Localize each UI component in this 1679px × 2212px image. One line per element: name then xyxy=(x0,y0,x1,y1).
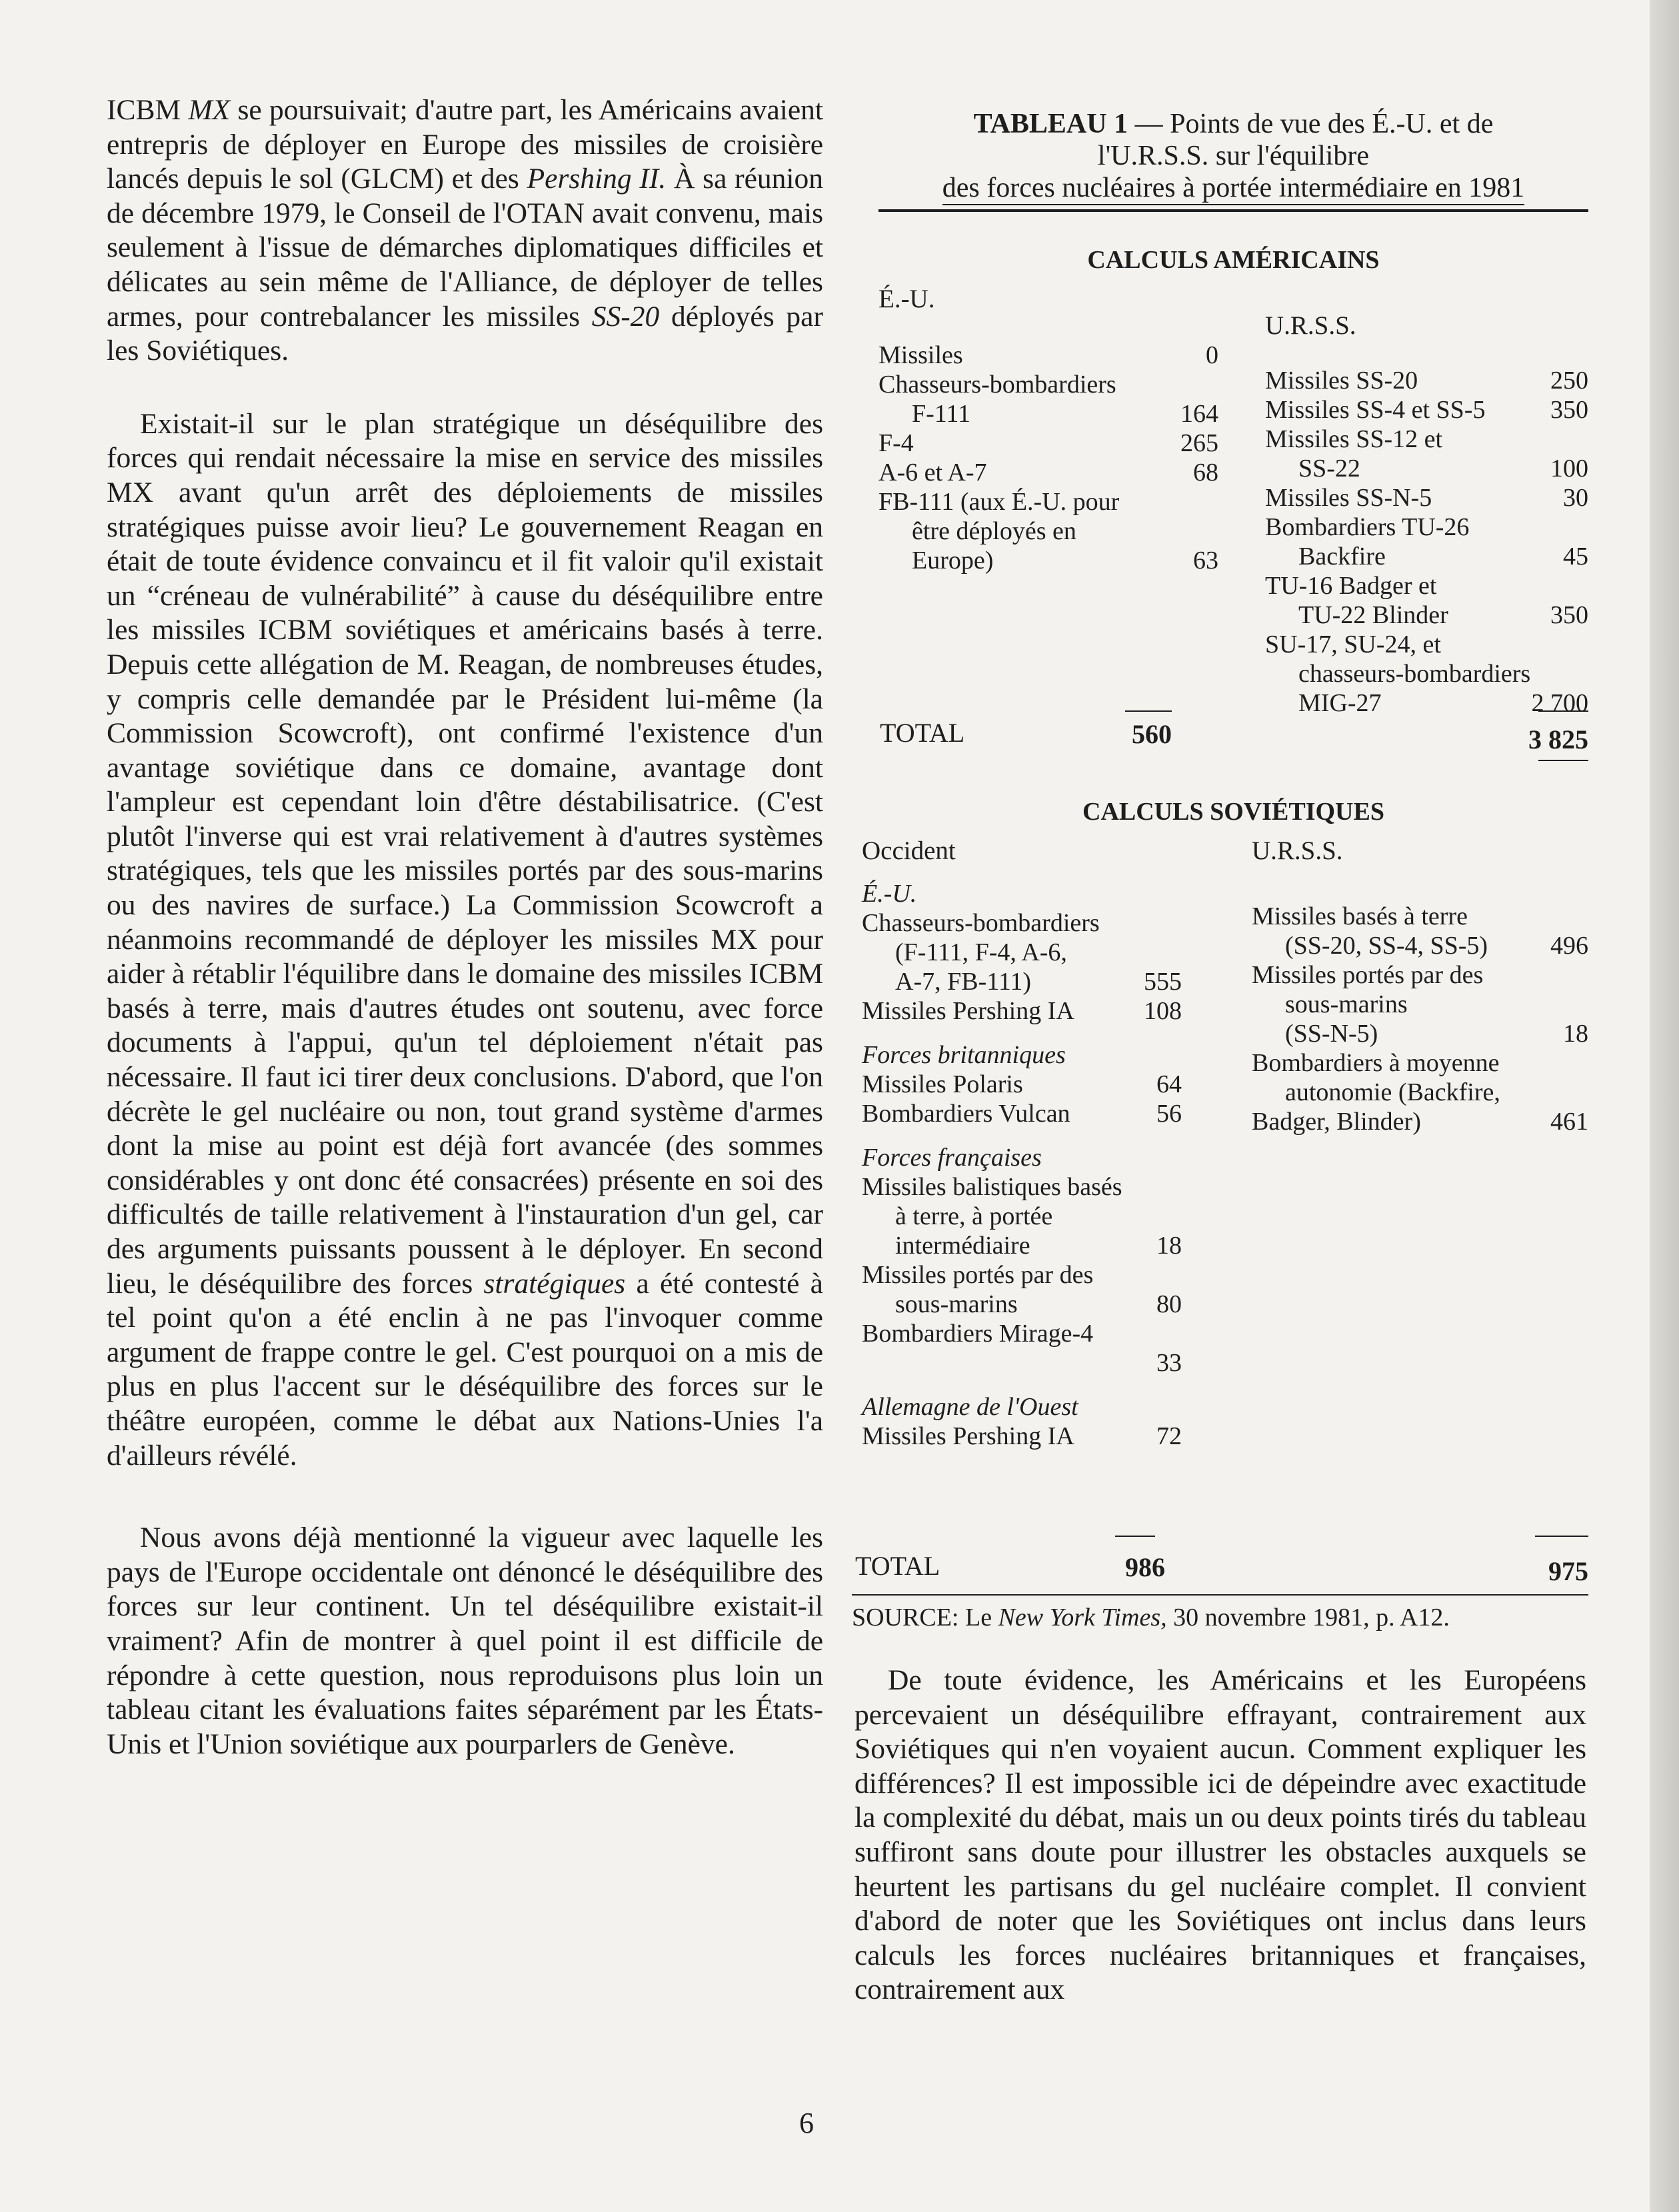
text-run-italic: SS-20 xyxy=(591,300,660,333)
row-label: Bombardiers TU-26 xyxy=(1265,513,1470,541)
text-run: se poursuivait; d'autre part, les Américains avaient entrepris de déployer en Europe des missiles de croisière lancés depuis le sol (GLCM) et des xyxy=(107,94,823,195)
row-value: 18 xyxy=(1563,1020,1588,1048)
total-underline-right xyxy=(1538,760,1588,761)
row-value: 496 xyxy=(1550,932,1588,960)
row-label: autonomie (Backfire, xyxy=(1285,1078,1500,1106)
text-run: déployés par les Soviétiques. xyxy=(107,300,823,367)
row-label: F-111 xyxy=(912,400,970,428)
row-label: Missiles portés par des xyxy=(1252,961,1484,989)
column-head: É.-U. xyxy=(878,285,935,313)
table-row xyxy=(862,1348,1182,1378)
row-label: sous-marins xyxy=(1285,990,1408,1018)
soviet-left-column xyxy=(862,836,1182,1451)
row-label: Missiles basés à terre xyxy=(1252,902,1468,930)
row-label: A-7, FB-111) xyxy=(895,968,1032,996)
caption-rule xyxy=(878,209,1588,212)
text-run: À sa réunion de décembre 1979, le Conseil de l'OTAN avait convenu, mais seulement à l'issue de démarches diplomatiques difficiles et délicates au sein même de l'Alliance, de déployer de telles armes, pour contrebalancer les missiles xyxy=(107,163,824,333)
soviet-right-column xyxy=(1252,836,1588,1136)
group-title: Forces françaises xyxy=(862,1144,1042,1172)
row-label: (SS-20, SS-4, SS-5) xyxy=(1285,932,1488,960)
american-grid xyxy=(878,284,1588,717)
row-label: Missiles SS-4 et SS-5 xyxy=(1265,396,1486,424)
text-run: Existait-il sur le plan stratégique un déséquilibre des forces qui rendait nécessaire la mise en service des missiles MX avant qu'un arrêt des déploiements de missiles stratégiques puisse avoir lieu? Le gouvernement Reagan en était de toute évidence convaincu et il fit valoir qu'il existait un “créneau de vulnérabilité” à cause du déséquilibre entre les missiles ICBM soviétiques et américains basés à terre. Depuis cette allégation de M. Reagan, de nombreuses études, y compris celle demandée par le Président lui-même (la Commission Scowcroft), ont confirmé l'existence d'un avantage soviétique dans ce domaine, avantage dont l'ampleur est cependant loin d'être déstabilisatrice. (C'est plutôt l'inverse qui est vrai relativement à d'autres systèmes stratégiques, tels que les missiles portés par des sous-marins ou des navires de surface.) La Commission Scowcroft a néanmoins recommandé de déployer les missiles MX pour aider à rétablir l'équilibre dans le domaine des missiles ICBM basés à terre, mais d'autres études ont soutenu, avec force documents à l'appui, qu'un tel déploiement n'était pas nécessaire. Il faut ici tirer deux conclusions. D'abord, que l'on décrète le gel nucléaire ou non, tout grand système d'armes dont la mise au point est déjà fort avancée (des sommes considérables y ont donc été consacrées) présente en soi des difficultés de taille relativement à l'instauration d'un gel, car des arguments puissants poussent à le déployer. En second lieu, le déséquilibre des forces xyxy=(107,407,823,1300)
table-row xyxy=(878,429,1218,458)
table-row xyxy=(878,546,1218,575)
american-right-column xyxy=(1265,311,1588,718)
row-label: FB-111 (aux É.-U. pour xyxy=(878,488,1120,516)
row-label: Missiles Polaris xyxy=(862,1070,1023,1098)
table-row xyxy=(862,1231,1182,1260)
table-row xyxy=(1252,902,1588,931)
group-title: É.-U. xyxy=(862,880,917,908)
row-label: Badger, Blinder) xyxy=(1252,1108,1421,1136)
american-section-title: CALCULS AMÉRICAINS xyxy=(1087,246,1380,274)
table-row xyxy=(862,1172,1182,1202)
row-label: Bombardiers à moyenne xyxy=(1252,1049,1500,1077)
text-run-italic: stratégiques xyxy=(483,1267,626,1300)
row-label: chasseurs-bombardiers xyxy=(1298,660,1531,688)
right-paragraph xyxy=(854,1663,1586,2007)
paragraph-2 xyxy=(107,407,823,1473)
group-title: Allemagne de l'Ouest xyxy=(862,1393,1078,1421)
american-total xyxy=(878,710,1588,784)
total-left-value: 560 xyxy=(1132,719,1172,749)
total-label: TOTAL xyxy=(880,718,965,748)
table-row xyxy=(862,1202,1182,1231)
row-label: SU-17, SU-24, et xyxy=(1265,630,1441,658)
paragraph-1 xyxy=(107,93,823,369)
page-edge-shadow xyxy=(1650,0,1679,2212)
soviet-grid xyxy=(862,836,1588,1536)
table-row xyxy=(862,938,1182,967)
row-label: SS-22 xyxy=(1298,455,1360,483)
row-value: 80 xyxy=(1156,1290,1182,1318)
table-row xyxy=(878,487,1218,517)
table-row xyxy=(878,370,1218,399)
american-left-column xyxy=(878,284,1218,575)
paragraph-4: De toute évidence, les Américains et les Européens percevaient un déséquilibre effrayant, contrairement aux Soviétiques qui n'en voyaient aucun. Comment expliquer les différences? Il est impossible ici de dépeindre avec exactitude la complexité du débat, mais un ou deux points tirés du tableau suffiront sans doute pour illustrer les obstacles auxquels se heurtent les partisans du gel nucléaire complet. Il convient d'abord de noter que les Soviétiques ont inclus dans leurs calculs les forces nucléaires britanniques et françaises, contrairement aux xyxy=(854,1664,1586,2006)
table-row xyxy=(862,1422,1182,1451)
row-value: 350 xyxy=(1550,601,1588,629)
table-bottom-rule xyxy=(852,1594,1588,1596)
row-label: Missiles Pershing IA xyxy=(862,1422,1074,1450)
table-row xyxy=(1265,454,1588,483)
table-row xyxy=(862,1260,1182,1290)
row-value: 350 xyxy=(1550,396,1588,424)
table-row xyxy=(862,1070,1182,1099)
table-row xyxy=(878,458,1218,487)
table-row xyxy=(1265,395,1588,425)
total-rule-left xyxy=(1115,1536,1155,1537)
row-value: 18 xyxy=(1156,1232,1182,1260)
row-label: Missiles portés par des xyxy=(862,1261,1094,1289)
table-row xyxy=(1265,483,1588,513)
caption-line-3: des forces nucléaires à portée intermédiaire en 1981 xyxy=(942,172,1524,205)
soviet-section-title: CALCULS SOVIÉTIQUES xyxy=(1082,798,1384,826)
row-label: Europe) xyxy=(912,547,994,574)
text-run-italic: MX xyxy=(188,94,231,126)
row-label: F-4 xyxy=(878,429,914,457)
row-value: 72 xyxy=(1156,1422,1182,1450)
table-row xyxy=(1265,600,1588,630)
table-row xyxy=(1265,513,1588,542)
table-row xyxy=(1265,425,1588,454)
table-1 xyxy=(852,108,1588,1632)
total-label: TOTAL xyxy=(855,1551,940,1581)
table-row xyxy=(1252,1107,1588,1136)
paragraph-3: Nous avons déjà mentionné la vigueur avec laquelle les pays de l'Europe occidentale ont dénoncé le déséquilibre des forces sur leur continent. Un tel déséquilibre existait-il vraiment? Afin de montrer à quel point il est difficile de répondre à cette question, nous reproduisons plus loin un tableau citant les évaluations faites séparément par les États-Unis et l'Union soviétique aux pourparlers de Genève. xyxy=(107,1522,823,1760)
row-label: Chasseurs-bombardiers xyxy=(878,371,1116,399)
column-head: U.R.S.S. xyxy=(1252,836,1343,865)
table-row xyxy=(878,517,1218,546)
table-row xyxy=(1252,990,1588,1019)
table-row xyxy=(1265,542,1588,571)
row-value: 265 xyxy=(1180,429,1218,457)
table-row xyxy=(878,399,1218,429)
row-label: être déployés en xyxy=(912,517,1076,545)
text-run-italic: Pershing II. xyxy=(527,163,667,195)
row-label: Missiles SS-12 et xyxy=(1265,425,1443,453)
table-row xyxy=(862,1290,1182,1319)
table-source xyxy=(852,1603,1588,1632)
row-label: TU-16 Badger et xyxy=(1265,572,1437,600)
table-label: TABLEAU 1 xyxy=(973,109,1128,139)
table-caption xyxy=(878,108,1588,205)
row-label: Missiles Pershing IA xyxy=(862,997,1074,1025)
row-label: Missiles SS-N-5 xyxy=(1265,484,1432,512)
total-right-value: 975 xyxy=(1548,1556,1588,1586)
caption-line-1: — Points de vue des É.-U. et de xyxy=(1128,109,1494,139)
row-value: 100 xyxy=(1550,455,1588,483)
row-label: A-6 et A-7 xyxy=(878,459,987,487)
row-value: 30 xyxy=(1563,484,1588,512)
row-value: 0 xyxy=(1206,341,1218,369)
table-row xyxy=(1265,659,1588,688)
total-rule-left xyxy=(1125,710,1172,712)
row-label: Missiles SS-20 xyxy=(1265,367,1418,395)
table-row xyxy=(1252,931,1588,960)
row-label: sous-marins xyxy=(895,1290,1018,1318)
text-run: a été contesté à tel point qu'on a été enclin à ne pas l'invoquer comme argument de frappe contre le gel. C'est pourquoi on a mis de plus en plus l'accent sur le déséquilibre des forces sur le théâtre européen, comme le débat aux Nations-Unies l'a d'ailleurs révélé. xyxy=(107,1267,823,1472)
table-row xyxy=(1252,1048,1588,1078)
row-label: Missiles xyxy=(878,341,963,369)
caption-line-2: l'U.R.S.S. sur l'équilibre xyxy=(1097,141,1370,171)
table-row xyxy=(862,1319,1182,1348)
row-label: Bombardiers Mirage-4 xyxy=(862,1320,1094,1348)
row-label: Chasseurs-bombardiers xyxy=(862,909,1100,937)
row-label: (F-111, F-4, A-6, xyxy=(895,938,1067,966)
row-value: 461 xyxy=(1550,1108,1588,1136)
table-row xyxy=(1252,1019,1588,1048)
soviet-total xyxy=(855,1536,1588,1599)
row-label: MIG-27 xyxy=(1298,689,1382,717)
table-row xyxy=(878,341,1218,370)
source-text: 30 novembre 1981, p. A12. xyxy=(1166,1604,1450,1632)
total-right-value: 3 825 xyxy=(1528,724,1588,754)
row-value: 2 700 xyxy=(1531,689,1588,717)
left-column xyxy=(107,93,823,1761)
text-run: ICBM xyxy=(107,94,189,126)
table-row xyxy=(1252,960,1588,990)
table-row xyxy=(862,908,1182,938)
row-label: (SS-N-5) xyxy=(1285,1020,1378,1048)
row-label: Missiles balistiques basés xyxy=(862,1173,1122,1201)
row-value: 164 xyxy=(1180,400,1218,428)
total-rule-right xyxy=(1538,710,1588,712)
column-head: U.R.S.S. xyxy=(1265,311,1356,340)
row-value: 108 xyxy=(1144,997,1182,1025)
source-text: SOURCE: Le xyxy=(852,1604,998,1632)
table-row xyxy=(1265,571,1588,600)
table-row xyxy=(862,996,1182,1026)
table-row xyxy=(1252,1078,1588,1107)
row-value: 64 xyxy=(1156,1070,1182,1098)
row-label: intermédiaire xyxy=(895,1232,1030,1260)
page-number: 6 xyxy=(799,2107,814,2139)
row-value: 33 xyxy=(1156,1349,1182,1377)
row-value: 63 xyxy=(1193,547,1218,574)
table-row xyxy=(862,1099,1182,1128)
total-left-value: 986 xyxy=(1125,1552,1165,1582)
row-value: 45 xyxy=(1563,543,1588,570)
row-value: 250 xyxy=(1550,367,1588,395)
row-label: TU-22 Blinder xyxy=(1298,601,1448,629)
row-value: 555 xyxy=(1144,968,1182,996)
row-value: 68 xyxy=(1193,459,1218,487)
table-row xyxy=(862,967,1182,996)
group-title: Forces britanniques xyxy=(862,1041,1066,1069)
row-label: Bombardiers Vulcan xyxy=(862,1100,1070,1128)
column-head: Occident xyxy=(862,836,956,865)
source-publication: New York Times, xyxy=(998,1604,1167,1632)
row-value: 56 xyxy=(1156,1100,1182,1128)
row-label: à terre, à portée xyxy=(895,1202,1053,1230)
table-row xyxy=(1265,630,1588,659)
row-label: Backfire xyxy=(1298,543,1386,570)
total-rule-right xyxy=(1535,1536,1588,1537)
table-row xyxy=(1265,366,1588,395)
